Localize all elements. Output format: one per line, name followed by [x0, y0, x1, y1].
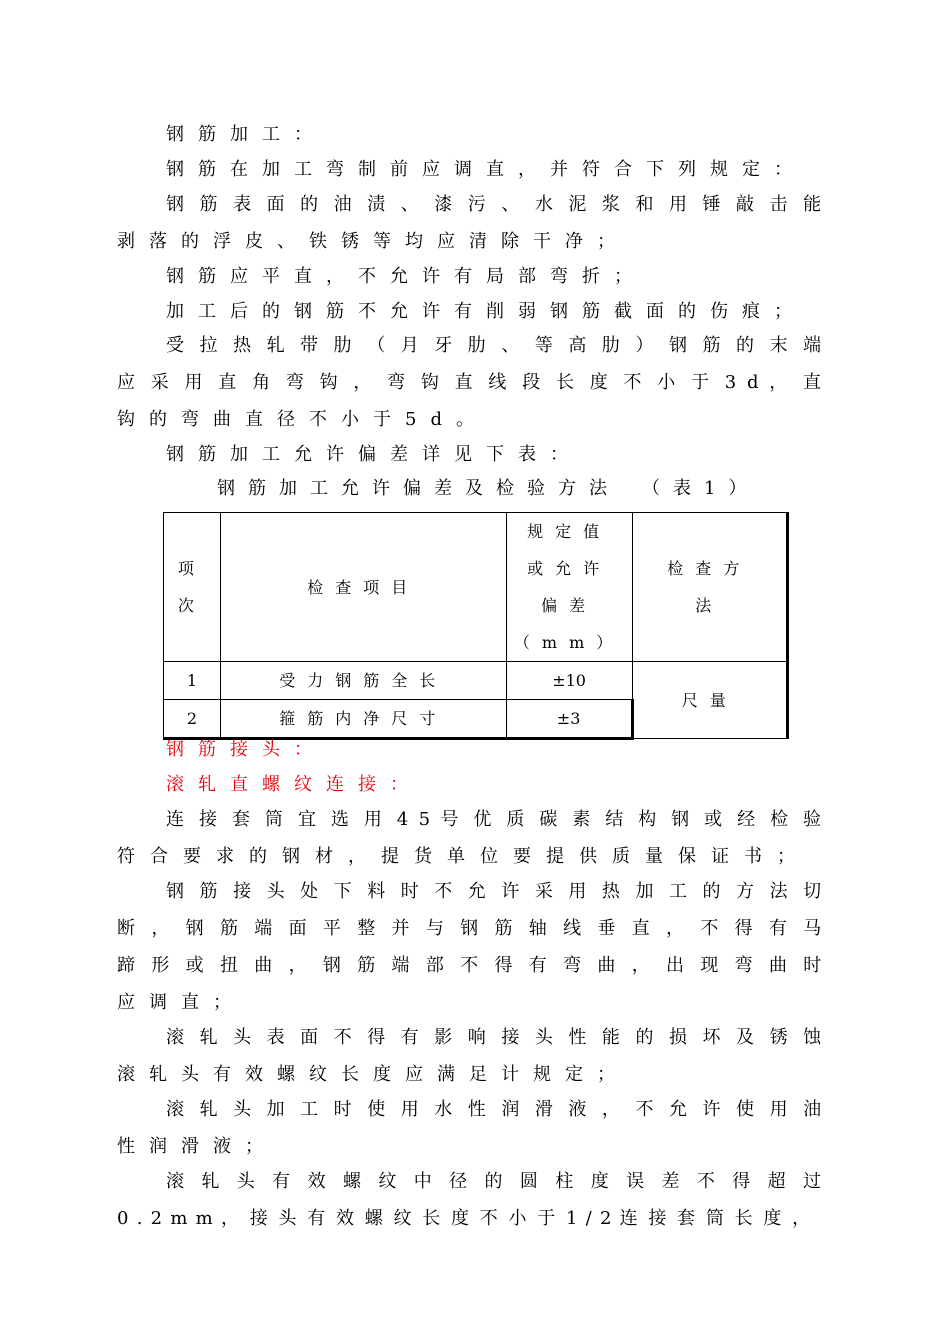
paragraph-cylindricity-line1: 滚 轧 头 有 效 螺 纹 中 径 的 圆 柱 度 误 差 不 得 超 过: [166, 1171, 822, 1192]
paragraph-lubricant-line2: 性润滑液；: [117, 1136, 277, 1157]
header-index: 项 次: [164, 513, 221, 662]
paragraph-hook-line3: 钩的弯曲直径不小于5d。: [117, 409, 488, 430]
row2-tolerance: ±3: [506, 700, 632, 739]
paragraph-no-damage: 加工后的钢筋不允许有削弱钢筋截面的伤痕；: [166, 301, 806, 322]
paragraph-lubricant-line1: 滚 轧 头 加 工 时 使 用 水 性 润 滑 液 ， 不 允 许 使 用 油: [166, 1099, 822, 1120]
row1-index: 1: [164, 662, 221, 700]
paragraph-surface-line2: 剥落的浮皮、铁锈等均应清除干净；: [117, 231, 629, 252]
paragraph-straightening: 钢筋在加工弯制前应调直，并符合下列规定：: [166, 159, 806, 180]
paragraph-hook-line1: 受 拉 热 轧 带 肋 （ 月 牙 肋 、 等 高 肋 ） 钢 筋 的 末 端: [166, 335, 822, 356]
paragraph-cutting-line4: 应调直；: [117, 992, 245, 1013]
paragraph-surface-rolled-line2: 滚轧头有效螺纹长度应满足计规定；: [117, 1064, 629, 1085]
table-row: [164, 662, 788, 700]
row1-tolerance: ±10: [506, 662, 632, 700]
row2-index: 2: [164, 700, 221, 739]
paragraph-surface-line1: 钢 筋 表 面 的 油 渍 、 漆 污 、 水 泥 浆 和 用 锤 敲 击 能: [166, 194, 822, 215]
deviation-table: [163, 512, 789, 740]
paragraph-cutting-line1: 钢 筋 接 头 处 下 料 时 不 允 许 采 用 热 加 工 的 方 法 切: [166, 881, 822, 902]
paragraph-sleeve-line1: 连 接 套 筒 宜 选 用 4 5 号 优 质 碳 素 结 构 钢 或 经 检 验: [166, 809, 822, 830]
heading-rebar-processing: 钢筋加工：: [166, 124, 326, 145]
header-method: 检查方 法: [632, 513, 787, 662]
paragraph-cutting-line3: 蹄 形 或 扭 曲 ， 钢 筋 端 部 不 得 有 弯 曲 ， 出 现 弯 曲 时: [117, 955, 822, 976]
method-cell: 尺量: [632, 662, 787, 739]
paragraph-surface-rolled-line1: 滚 轧 头 表 面 不 得 有 影 响 接 头 性 能 的 损 坏 及 锈 蚀: [166, 1027, 822, 1048]
paragraph-cutting-line2: 断 ， 钢 筋 端 面 平 整 并 与 钢 筋 轴 线 垂 直 ， 不 得 有 马: [117, 918, 822, 939]
row1-item: 受力钢筋全长: [220, 662, 506, 700]
paragraph-flatness: 钢筋应平直，不允许有局部弯折；: [166, 266, 646, 287]
header-tolerance: 规定值 或允许 偏差 （mm）: [506, 513, 632, 662]
paragraph-sleeve-line2: 符 合 要 求 的 钢 材 ， 提 货 单 位 要 提 供 质 量 保 证 书 ；: [117, 846, 795, 867]
table-caption: 钢筋加工允许偏差及检验方法 （表1）: [217, 478, 760, 499]
heading-rebar-joint: 钢筋接头：: [166, 739, 326, 760]
paragraph-table-intro: 钢筋加工允许偏差详见下表：: [166, 444, 582, 465]
paragraph-cylindricity-line2: 0 . 2 m m ， 接 头 有 效 螺 纹 长 度 不 小 于 1 / 2 连 接 套 筒 长 度 ，: [117, 1208, 811, 1229]
paragraph-hook-line2: 应 采 用 直 角 弯 钩 ， 弯 钩 直 线 段 长 度 不 小 于 3 d ， 直: [117, 372, 822, 393]
heading-rolled-thread: 滚轧直螺纹连接：: [166, 774, 422, 795]
row2-item: 箍筋内净尺寸: [220, 700, 506, 739]
header-item: 检查项目: [220, 513, 506, 662]
